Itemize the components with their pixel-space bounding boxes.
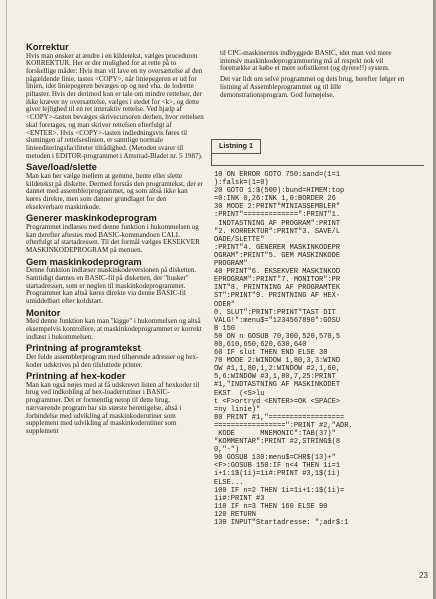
body-paragraph: til CPC-maskinernes indbyggede BASIC, idet man ved mere intensiv maskinkodeprogrammering må af respekt nok vil foretrække at købe et mere sofistikeret (og dyrere!!) system. — [220, 49, 392, 73]
code-line: "2. KORREKTUR":PRINT"3. SAVE/L — [214, 227, 341, 236]
code-line: 60 IF slut THEN END ELSE 30 — [214, 349, 328, 358]
basic-code-listing — [214, 171, 424, 527]
code-line: INDTASTNING AF PROGRAM":PRINT — [214, 219, 341, 228]
code-line: 50 ON n GOSUB 70,300,520,570,5 — [214, 332, 341, 341]
code-line: 80,610,650,620,630,640 — [214, 340, 307, 349]
listing-rule-vertical — [211, 153, 212, 165]
code-line: 1i#:PRINT #3 — [214, 494, 265, 503]
code-line: PROGRAM" — [214, 260, 248, 269]
code-line: 20 GOTO 1:$(500):bund=HIMEM:top — [214, 187, 345, 196]
code-line: 40 PRINT"6. EKSEKVER MASKINKOD — [214, 268, 341, 277]
code-line: ST":PRINT"9. PRINTNING AF HEX- — [214, 292, 341, 301]
section-heading: Generer maskinkodeprogram — [26, 212, 157, 224]
left-column-text — [26, 40, 204, 436]
code-line: =0:INK 0,26:INK 1,0:BORDER 26 — [214, 195, 336, 204]
code-line: :PRINT"4. GENERER MASKINKODEPR — [214, 243, 341, 252]
code-line: B 150 — [214, 324, 236, 333]
code-line: 130 INPUT"Startadresse: ";adr$:1 — [214, 519, 349, 528]
section-body: Denne funktion indlæser maskinkodeversionen på disketten. Samtidigt dannes en BASIC-fil på disketten, der "husker" startadressen, som er nøglen til maskinkodeprogrammet. Programmet kan altså køres direkte via denne BASIC-fil umiddelbart efter koldstart. — [26, 266, 197, 305]
code-line: =ny linie)" — [214, 405, 261, 414]
section-heading: Gem maskinkodeprogram — [26, 255, 142, 267]
code-line: ODER" — [214, 300, 236, 309]
code-line: EPROGRAM":PRINT"7. MONITOR":PR — [214, 276, 341, 285]
code-line: #1,"INDTASTNING AF MASKINKODET — [214, 381, 341, 390]
code-line: INT"8. PRINTNING AF PROGRAMTEK — [214, 284, 341, 293]
code-line: 0,"-") — [214, 446, 240, 455]
code-line: 110 IF n=3 THEN 160 ELSE 90 — [214, 502, 328, 511]
code-line: OGRAM":PRINT"5. GEM MASKINKODE — [214, 251, 341, 260]
code-line: 30 MODE 2:PRINT"MINIASSEMBLER" — [214, 203, 341, 212]
code-line: i+1:1$(1i)=1i#:PRINT #3,1$(1i) — [214, 470, 341, 479]
section-heading: Printning af programtekst — [26, 342, 141, 354]
code-line: 0. SLUT":PRINT:PRINT"TAST DIT — [214, 308, 336, 317]
code-line: VALG!":menu$="1234567890":GOSU — [214, 316, 341, 325]
page-spine-line — [6, 0, 7, 599]
right-column-text — [220, 50, 408, 102]
code-line: OW #1,1,80,1,2:WINDOW #2,1,60, — [214, 365, 341, 374]
listing-rule-horizontal — [211, 165, 424, 166]
section-heading: Printning af hex-koder — [26, 370, 126, 382]
listing-label: Listning 1 — [219, 141, 253, 150]
section-heading: Monitor — [26, 306, 61, 318]
section-heading: Save/load/slette — [26, 161, 97, 173]
section-body: Man kan også nøjes med at få udskrevet listen af hexkoder til brug ved indkobling af hex-loaderrutiner i BASIC-programmer. Det er formentlig netop til dette brug, nærværende program har sin største berettigelse, altså i forbindelse med udvikling af maskinkoderutiner som supplement med udvikling af maskinkoderutiner som supplement — [26, 380, 200, 435]
section-body: Med denne funktion kan man "kigge" i hukommelsen og altså eksempelvis kontrollere, at maskinkodeprogrammet er korrekt indlæst i hukommelsen. — [26, 317, 202, 341]
code-line: =================":PRINT #2,"ADR. — [214, 421, 353, 430]
code-line: 5,6:WINDOW #3,1,80,7,25:PRINT — [214, 373, 336, 382]
code-line: 90 GOSUB 130:menu$=CHR$(13)+" — [214, 454, 336, 463]
code-line: 80 PRINT #1,"================== — [214, 413, 345, 422]
section-body: Programmet indlæses med denne funktion i hukommelsen og kan derefter aftestes med BASIC-kommandoen CALL efterfulgt af startadressen. Til det formål vælges EKSEKVER MASKINKODEPROGRAM på menuen. — [26, 222, 200, 254]
section-body: Man kan her vælge mellem at gemme, hente eller slette kildetekst på diskette. Dermed forstås den programtekst, der er dannet med assemblerprogrammet, og som altså ikke kan køres direkte, men som danner grundlaget for den eksekverbare maskinkode. — [26, 171, 203, 211]
code-line: 10 ON ERROR GOTO 750:sand=(1=1 — [214, 171, 341, 179]
code-line: OADE/SLETTE" — [214, 235, 265, 244]
code-line: ELSE... — [214, 478, 244, 487]
section-heading: Korrektur — [26, 41, 69, 52]
section-body: Hvis man ønsker at ændre i en kildetekst, vælges proceduren KORREKTUR. Her er der mulighed for at rette på to forskellige måder: Hvis man vil lave en ny oversættelse af den pågældende linie, tastes <COPY>, når liniepegeren er ud for linien, idet liniepegeren bevæges op og ned vha. de lodrette piltaster. Hvis der derimod kun er tale om mindre rettelser, der ikke kræver ny oversættelse, vælges i stedet for <k>, og dette giver lejlighed til en ret interaktiv rettelse. Ved hjælp af <COPY>-tasten bevæges skrivecursoren derhen, hvor rettelsen skal foretages, og man skriver rettelsen efterfulgt af <ENTER>. Hvis <COPY>-tasten indledningsvis føres til slutningen af rettelseslinien, er samtlige normale linieediteringsfaciliteter tilrådighed. (Metoden svarer til metoden i EDITOR-programmet i Amstrad-Bladet nr. 5 1987). — [26, 51, 204, 160]
body-paragraph: Det var lidt om selve programmet og dets brug, herefter følger en listning af Assembleprogrammet og til lille demonstrationsprogram. God fornøjelse. — [220, 75, 405, 99]
code-line: KODE MNEMONIC":TAB(37)" — [214, 430, 336, 438]
code-line: 70 MODE 2:WINDOW 1,80,3,3:WIND — [214, 357, 341, 366]
code-line: t <F>ortryd <ENTER>=OK <SPACE> — [214, 397, 341, 406]
section-body: Det fulde assemblerprogram med tilhørende adresser og hex-koder udskrives på den tilsluttede printer. — [26, 352, 199, 369]
code-line: EKST (<S>lu — [214, 389, 265, 398]
code-line: <F>:GOSUB 150:IF n<4 THEN 1i=1 — [214, 462, 341, 471]
code-line: "KOMMENTAR":PRINT #2,STRING$(8 — [214, 438, 341, 447]
code-line: 120 RETURN — [214, 510, 257, 519]
code-line: 100 IF n=2 THEN 1i=1i+1:1$(1i)= — [214, 486, 345, 495]
code-line: ):falsk=(1=0) — [214, 179, 269, 188]
page-number: 23 — [419, 571, 428, 580]
code-line: :PRINT"=============":PRINT"1. — [214, 211, 341, 220]
